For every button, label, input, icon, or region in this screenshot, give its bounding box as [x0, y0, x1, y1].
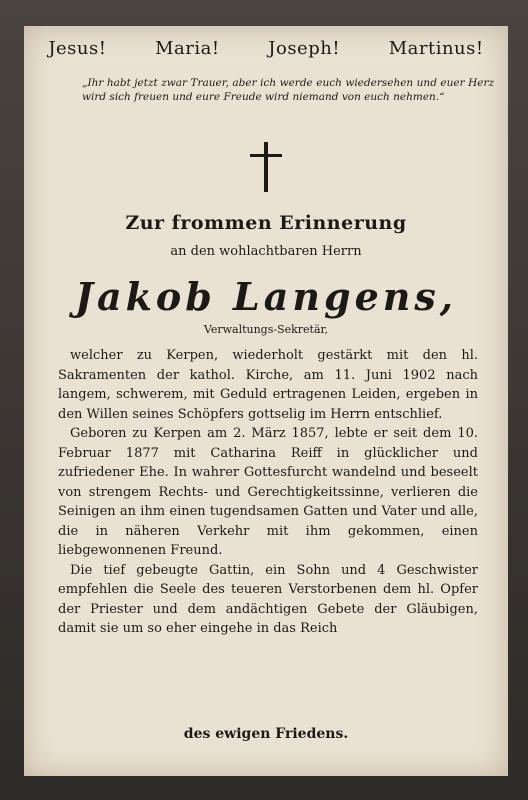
- memorial-body: [58, 346, 478, 639]
- deceased-title: Verwaltungs-Sekretär,: [203, 323, 329, 336]
- cross-icon: [248, 142, 284, 192]
- memorial-card: [24, 26, 508, 776]
- saints-line: [24, 38, 508, 59]
- saint-joseph: Joseph!: [268, 38, 341, 59]
- scripture-quote: „Ihr habt jetzt zwar Trauer, aber ich werde euch wiedersehen und euer Herz wird sich freuen und eure Freude wird niemand von euch nehmen.“: [82, 77, 494, 103]
- paragraph-death: welcher zu Kerpen, wiederholt gestärkt mit den hl. Sakramenten der kathol. Kirche, am 11. Juni 1902 nach langem, schwerem, mit Geduld ertragenen Leiden, ergeben in den Willen seines Schöpfers gottselig im Herrn entschlief.: [58, 348, 478, 422]
- saint-martinus: Martinus!: [388, 38, 484, 59]
- paragraph-family: Die tief gebeugte Gattin, ein Sohn und 4 Geschwister empfehlen die Seele des teueren Verstorbenen dem hl. Opfer der Priester und dem andächtigen Gebete der Gläubigen, damit sie um so eher eingehe in das Reich: [58, 562, 478, 636]
- memorial-heading: Zur frommen Erinnerung: [125, 212, 407, 234]
- saint-jesus: Jesus!: [48, 38, 107, 59]
- closing-line: des ewigen Friedens.: [183, 726, 349, 742]
- paragraph-life: Geboren zu Kerpen am 2. März 1857, lebte er seit dem 10. Februar 1877 mit Catharina Reiff in glücklicher und zufriedener Ehe. In wahrer Gottesfurcht wandelnd und beseelt von strengem Rechts- und Gerechtigkeitssinne, verlieren die Seinigen an ihm einen tugendsamen Gatten und Vater und alle, die in näheren Verkehr mit ihm gekommen, einen liebgewonnenen Freund.: [58, 426, 478, 558]
- deceased-name: Jakob Langens,: [74, 274, 458, 319]
- memorial-subheading: an den wohlachtbaren Herrn: [170, 244, 362, 259]
- saint-maria: Maria!: [155, 38, 220, 59]
